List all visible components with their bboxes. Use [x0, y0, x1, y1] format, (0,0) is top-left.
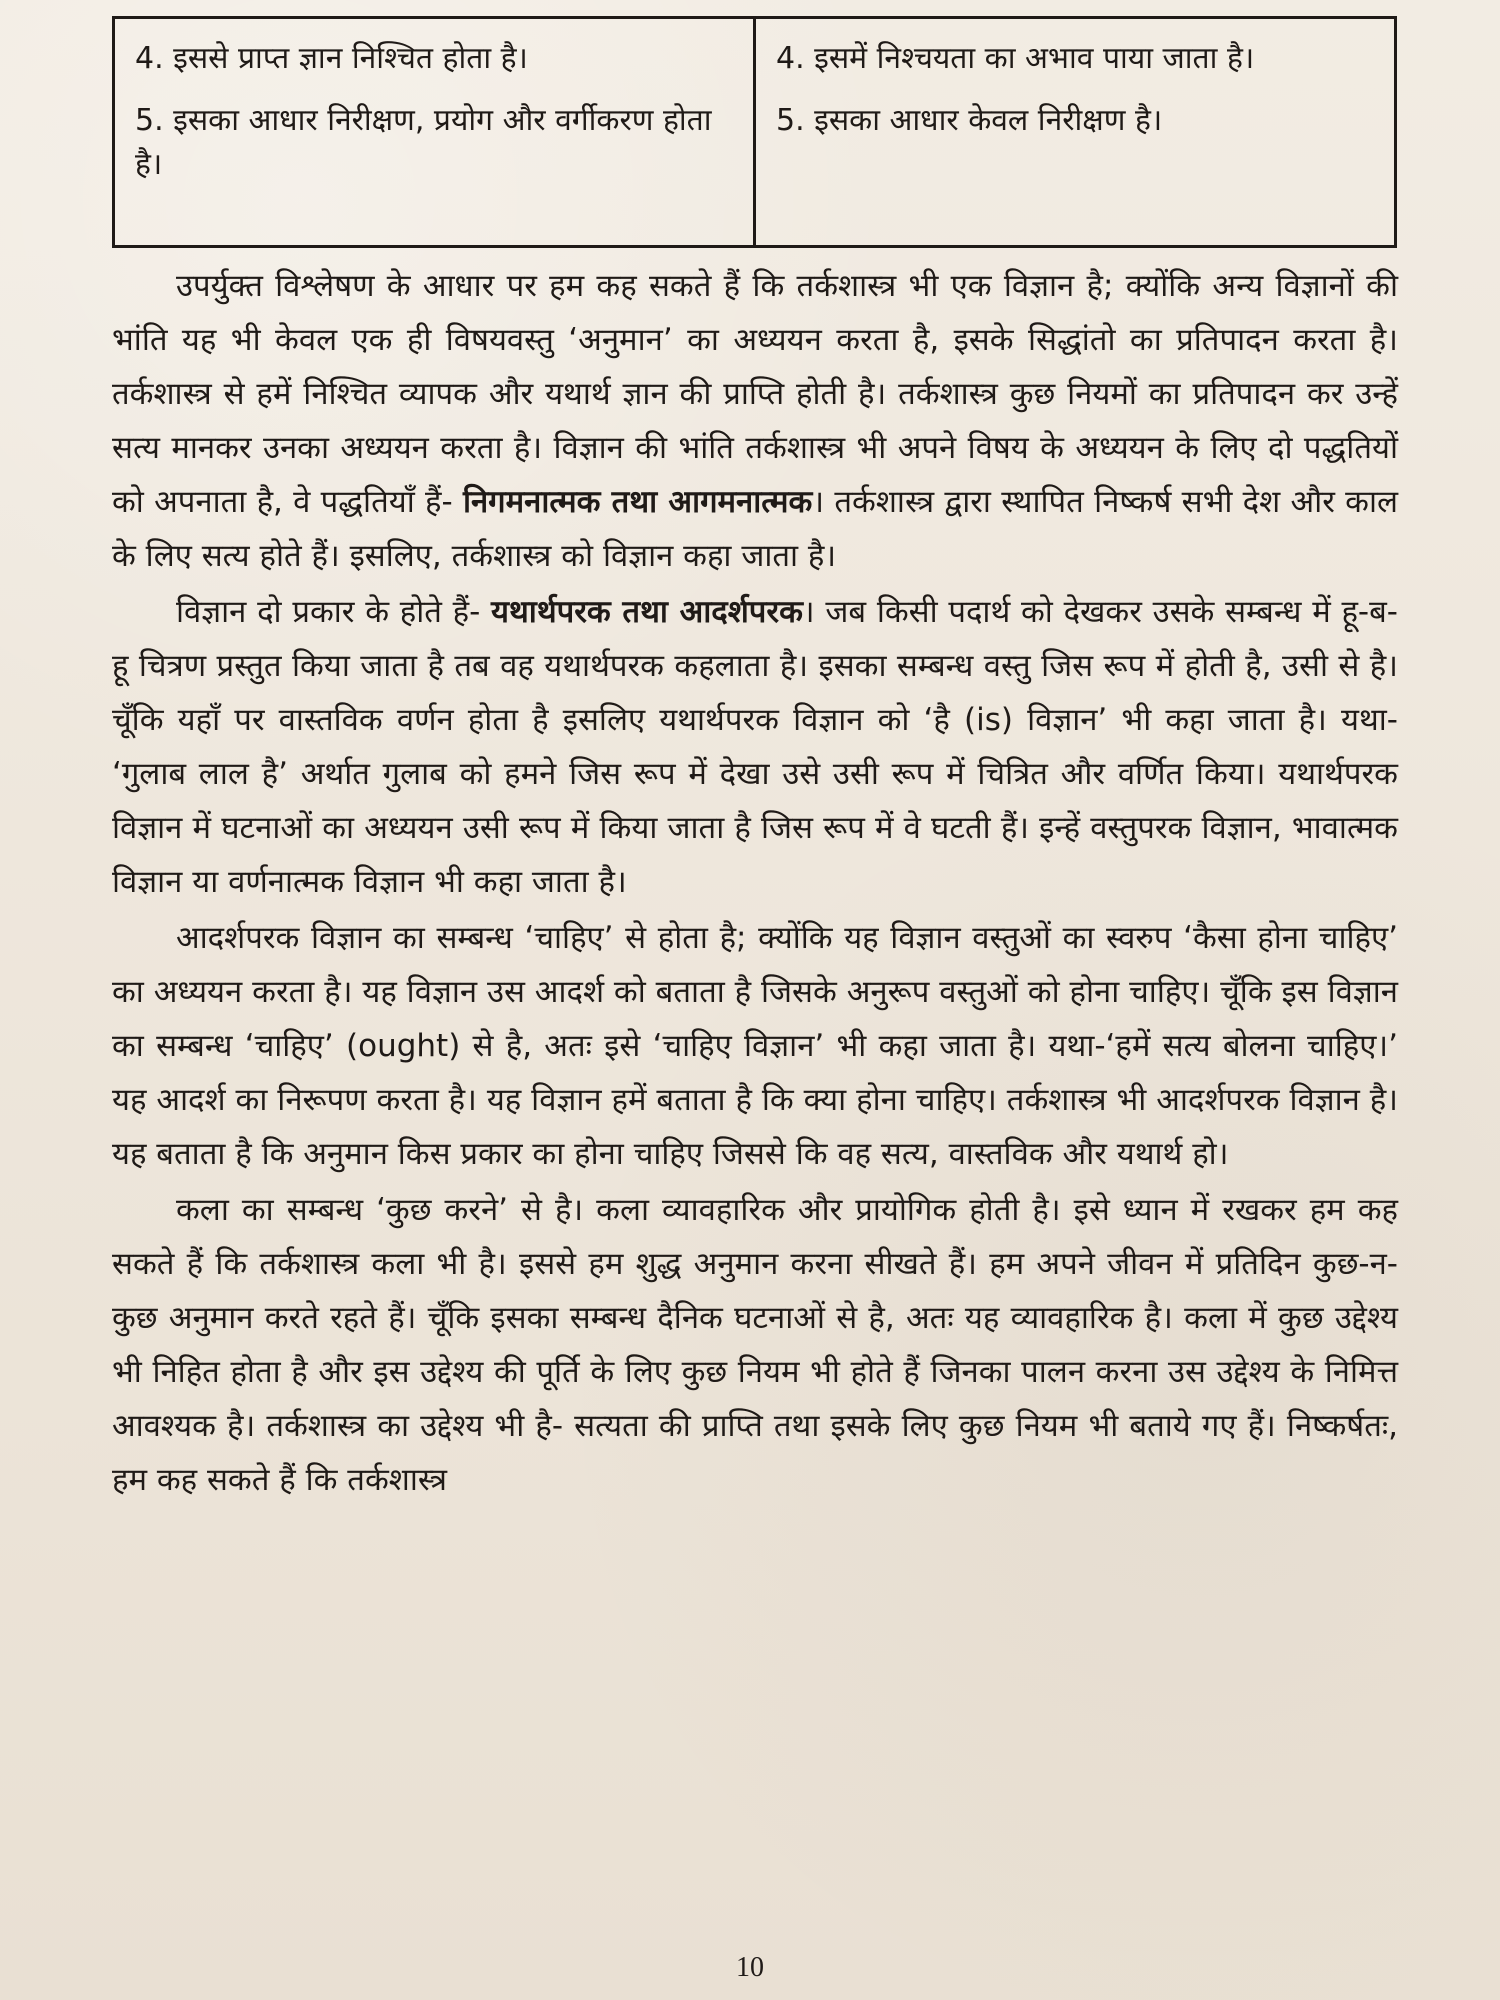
comparison-table	[112, 16, 1397, 248]
table-right-column	[756, 19, 1397, 245]
paragraph-4: कला का सम्बन्ध ‘कुछ करने’ से है। कला व्यावहारिक और प्रायोगिक होती है। इसे ध्यान में रखकर हम कह सकते हैं कि तर्कशास्त्र कला भी है। इससे हम शुद्ध अनुमान करना सीखते हैं। हम अपने जीवन में प्रतिदिन कुछ-न-कुछ अनुमान करते रहते हैं। चूँकि इसका सम्बन्ध दैनिक घटनाओं से है, अतः यह व्यावहारिक है। कला में कुछ उद्देश्य भी निहित होता है और इस उद्देश्य की पूर्ति के लिए कुछ नियम भी होते हैं जिनका पालन करना उस उद्देश्य के निमित्त आवश्यक है। तर्कशास्त्र का उद्देश्य भी है- सत्यता की प्राप्ति तथा इसके लिए कुछ नियम भी बताये गए हैं। निष्कर्षतः, हम कह सकते हैं कि तर्कशास्त्र	[112, 1192, 1398, 1498]
table-left-point-4: 4. इससे प्राप्त ज्ञान निश्चित होता है।	[135, 41, 528, 76]
paragraph-2	[112, 585, 1398, 909]
table-right-point-5: 5. इसका आधार केवल निरीक्षण है।	[776, 103, 1163, 138]
paragraph-2-end: । जब किसी पदार्थ को देखकर उसके सम्बन्ध में हू-ब-हू चित्रण प्रस्तुत किया जाता है तब वह यथार्थपरक कहलाता है। इसका सम्बन्ध वस्तु जिस रूप में होती है, उसी से है। चूँकि यहाँ पर वास्तविक वर्णन होता है इसलिए यथार्थपरक विज्ञान को ‘है (is) विज्ञान’ भी कहा जाता है। यथा- ‘गुलाब लाल है’ अर्थात गुलाब को हमने जिस रूप में देखा उसे उसी रूप में चित्रित और वर्णित किया। यथार्थपरक विज्ञान में घटनाओं का अध्ययन उसी रूप में किया जाता है जिस रूप में वे घटती हैं। इन्हें वस्तुपरक विज्ञान, भावात्मक विज्ञान या वर्णनात्मक विज्ञान भी कहा जाता है।	[112, 594, 1398, 900]
table-left-point-5: 5. इसका आधार निरीक्षण, प्रयोग और वर्गीकरण होता है।	[135, 103, 712, 182]
paragraph-1	[112, 259, 1398, 583]
paragraph-3: आदर्शपरक विज्ञान का सम्बन्ध ‘चाहिए’ से होता है; क्योंकि यह विज्ञान वस्तुओं का स्वरुप ‘कैसा होना चाहिए’ का अध्ययन करता है। यह विज्ञान उस आदर्श को बताता है जिसके अनुरूप वस्तुओं को होना चाहिए। चूँकि इस विज्ञान का सम्बन्ध ‘चाहिए’ (ought) से है, अतः इसे ‘चाहिए विज्ञान’ भी कहा जाता है। यथा-‘हमें सत्य बोलना चाहिए।’ यह आदर्श का निरूपण करता है। यह विज्ञान हमें बताता है कि क्या होना चाहिए। तर्कशास्त्र भी आदर्शपरक विज्ञान है। यह बताता है कि अनुमान किस प्रकार का होना चाहिए जिससे कि वह सत्य, वास्तविक और यथार्थ हो।	[112, 920, 1398, 1172]
paragraph-1-text: उपर्युक्त विश्लेषण के आधार पर हम कह सकते हैं कि तर्कशास्त्र भी एक विज्ञान है; क्योंकि अन्य विज्ञानों की भांति यह भी केवल एक ही विषयवस्तु ‘अनुमान’ का अध्ययन करता है, इसके सिद्धांतो का प्रतिपादन करता है। तर्कशास्त्र से हमें निश्चित व्यापक और यथार्थ ज्ञान की प्राप्ति होती है। तर्कशास्त्र कुछ नियमों का प्रतिपादन कर उन्हें सत्य मानकर उनका अध्ययन करता है। विज्ञान की भांति तर्कशास्त्र भी अपने विषय के अध्ययन के लिए दो पद्धतियों को अपनाता है, वे पद्धतियाँ हैं-	[112, 268, 1399, 520]
paragraph-2-bold-terms: यथार्थपरक तथा आदर्शपरक	[491, 594, 803, 630]
paragraph-1-bold-terms: निगमनात्मक तथा आगमनात्मक	[462, 484, 813, 520]
paragraph-1-end: । तर्कशास्त्र द्वारा स्थापित निष्कर्ष सभी देश और काल के लिए सत्य होते हैं। इसलिए, तर्कशास्त्र को विज्ञान कहा जाता है।	[112, 484, 1398, 574]
body-text	[112, 259, 1398, 1507]
page-number: 10	[736, 1952, 764, 1983]
paragraph-2-start: विज्ञान दो प्रकार के होते हैं-	[176, 594, 492, 630]
table-right-point-4: 4. इसमें निश्चयता का अभाव पाया जाता है।	[776, 41, 1255, 76]
table-left-column	[115, 19, 756, 245]
